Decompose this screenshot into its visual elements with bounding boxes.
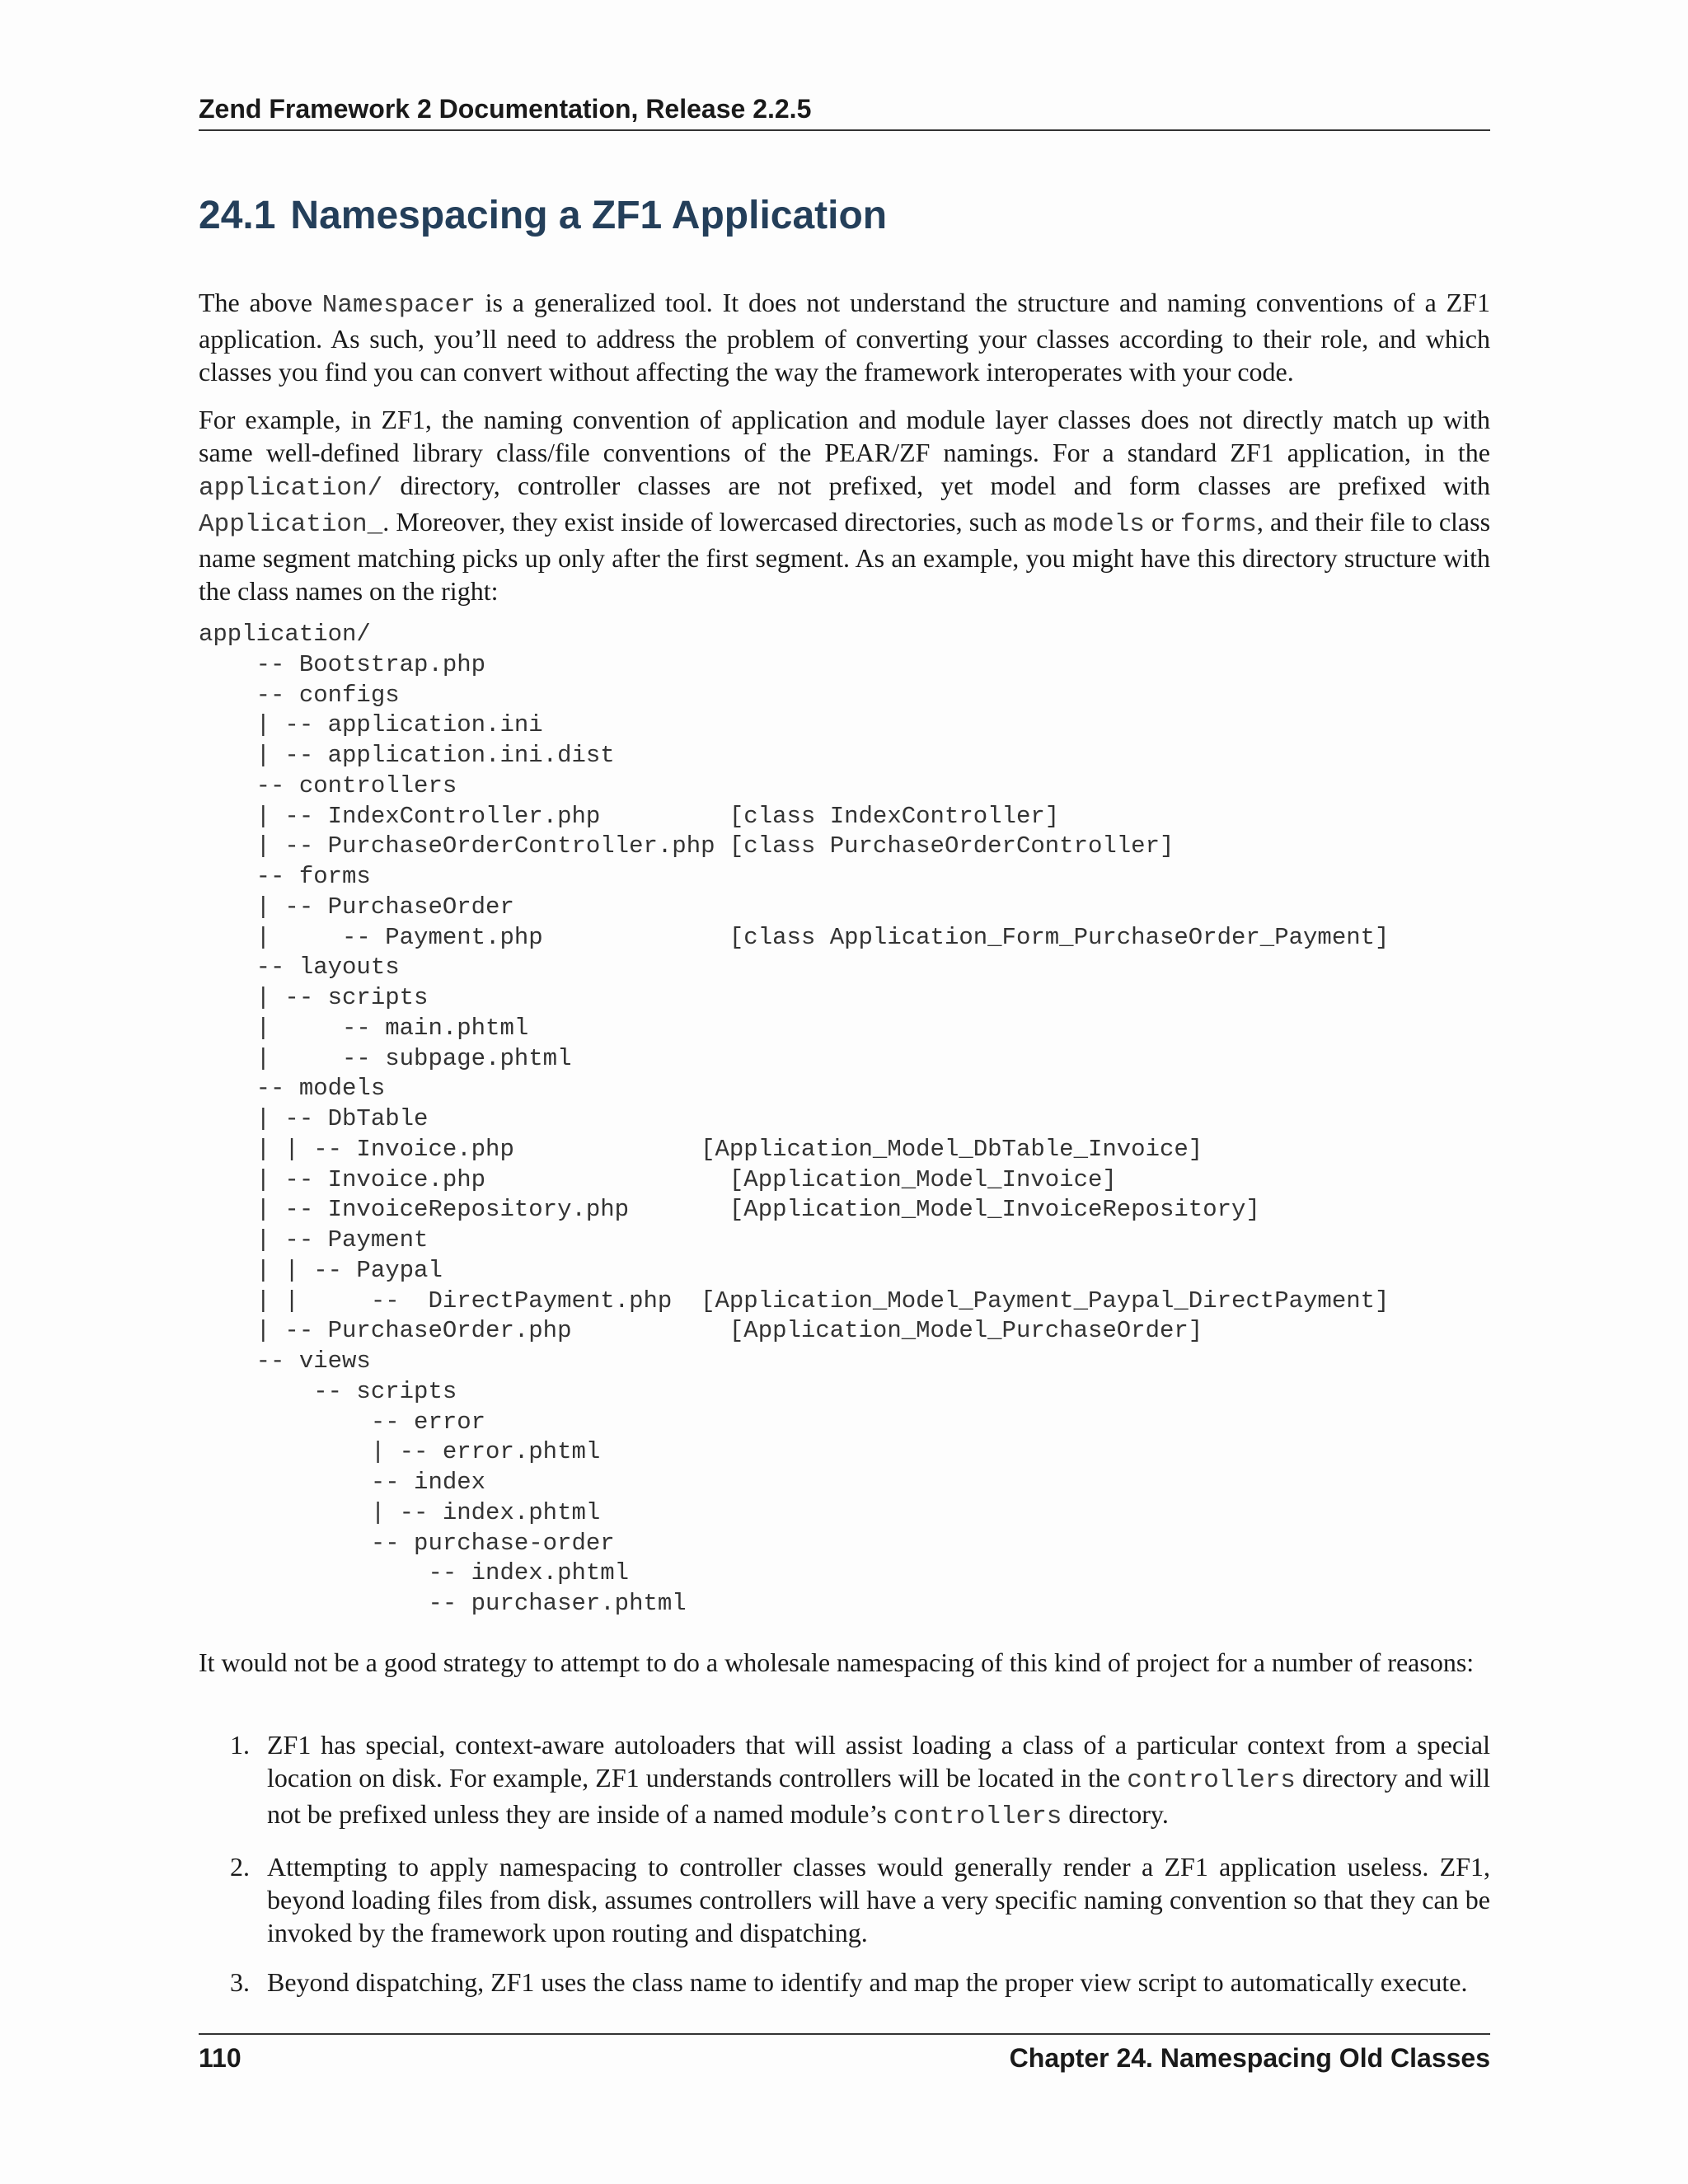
list-item-text: Attempting to apply namespacing to controller classes would generally render a ZF1 application useless. ZF1, beyond loading files from disk, assumes controllers will have a very specific naming convention so that they can be invoked by the framework upon routing and dispatching. [267, 1852, 1490, 1947]
list-marker: 2. [230, 1852, 250, 1882]
list-item [199, 1850, 1490, 1949]
list-item [199, 1728, 1490, 1834]
inline-code-controllers: controllers [1127, 1766, 1296, 1795]
example-paragraph [199, 403, 1490, 607]
section-heading [199, 191, 1490, 241]
reasons-list [199, 1728, 1490, 2015]
example-text-5: , and their file to class name segment matching picks up only after the first segment. As an example, you might have this directory structure with the class names on the right: [199, 507, 1491, 606]
page-number: 110 [199, 2043, 241, 2073]
list-item [199, 1966, 1490, 1999]
inline-code-controllers: controllers [893, 1802, 1062, 1831]
intro-text-2: is a generalized tool. It does not understand the structure and naming conventions of a ZF1 application. As such, you’ll need to address the problem of converting your classes according to their role, and which classes you find you can convert without affecting the way the framework interoperates with your code. [199, 288, 1491, 387]
section-number: 24.1 [199, 194, 276, 237]
list-item-text: directory and will not be prefixed unless they are inside of a named module’s [267, 1763, 1491, 1829]
footer-divider [199, 2033, 1490, 2035]
list-item-text: ZF1 has special, context-aware autoloaders that will assist loading a class of a particular context from a special location on disk. For example, ZF1 understands controllers will be located in the [267, 1730, 1490, 1793]
header-divider [199, 129, 1490, 131]
directory-tree-code-block: application/ -- Bootstrap.php -- configs | -- application.ini | -- application.ini.dist -- controllers | -- IndexController.php [class IndexController] | -- PurchaseOrderController.php [class PurchaseOrderController] -- forms | -- PurchaseOrder | -- Payment.php [class Application_Form_PurchaseOrder_Payment] -- layouts | -- scripts | -- main.phtml | -- subpage.phtml -- models | -- DbTable | | -- Invoice.php [Application_Model_DbTable_Invoice] | -- Invoice.php [Application_Model_Invoice] | -- InvoiceRepository.php [Application_Model_InvoiceRepository] | -- Payment | | -- Paypal | | -- DirectPayment.php [Application_Model_Payment_Paypal_DirectPayment] | -- PurchaseOrder.php [Application_Model_PurchaseOrder] -- views -- scripts -- error | -- error.phtml -- index | -- index.phtml -- purchase-order -- index.phtml -- purchaser.phtml [199, 621, 1390, 1617]
section-title-text: Namespacing a ZF1 Application [290, 194, 888, 237]
inline-code-application-prefix: Application_ [199, 510, 383, 539]
example-text-2: directory, controller classes are not prefixed, yet model and form classes are prefixed with [382, 471, 1490, 500]
inline-code-models: models [1053, 510, 1145, 539]
list-marker: 3. [230, 1967, 250, 1997]
inline-code-forms: forms [1179, 510, 1257, 539]
page-footer [199, 2041, 1490, 2074]
list-item-text: Beyond dispatching, ZF1 uses the class name to identify and map the proper view script to automatically execute. [267, 1967, 1468, 1997]
intro-paragraph [199, 286, 1490, 388]
example-text-4: or [1144, 507, 1180, 537]
inline-code-application-dir: application/ [199, 474, 383, 503]
list-marker: 1. [230, 1730, 250, 1760]
intro-text-1: The above [199, 288, 322, 317]
example-text-1: For example, in ZF1, the naming convention of application and module layer classes does not directly match up with same well-defined library class/file conventions of the PEAR/ZF namings. For a standard ZF1 application, in the [199, 405, 1490, 467]
running-header: Zend Framework 2 Documentation, Release 2.2.5 [199, 94, 812, 124]
inline-code-namespacer: Namespacer [321, 291, 476, 320]
chapter-title: Chapter 24. Namespacing Old Classes [1009, 2043, 1490, 2073]
list-item-text: directory. [1062, 1799, 1169, 1829]
strategy-paragraph: It would not be a good strategy to attempt to do a wholesale namespacing of this kind of project for a number of reasons: [199, 1647, 1475, 1677]
example-text-3: . Moreover, they exist inside of lowercased directories, such as [382, 507, 1053, 537]
